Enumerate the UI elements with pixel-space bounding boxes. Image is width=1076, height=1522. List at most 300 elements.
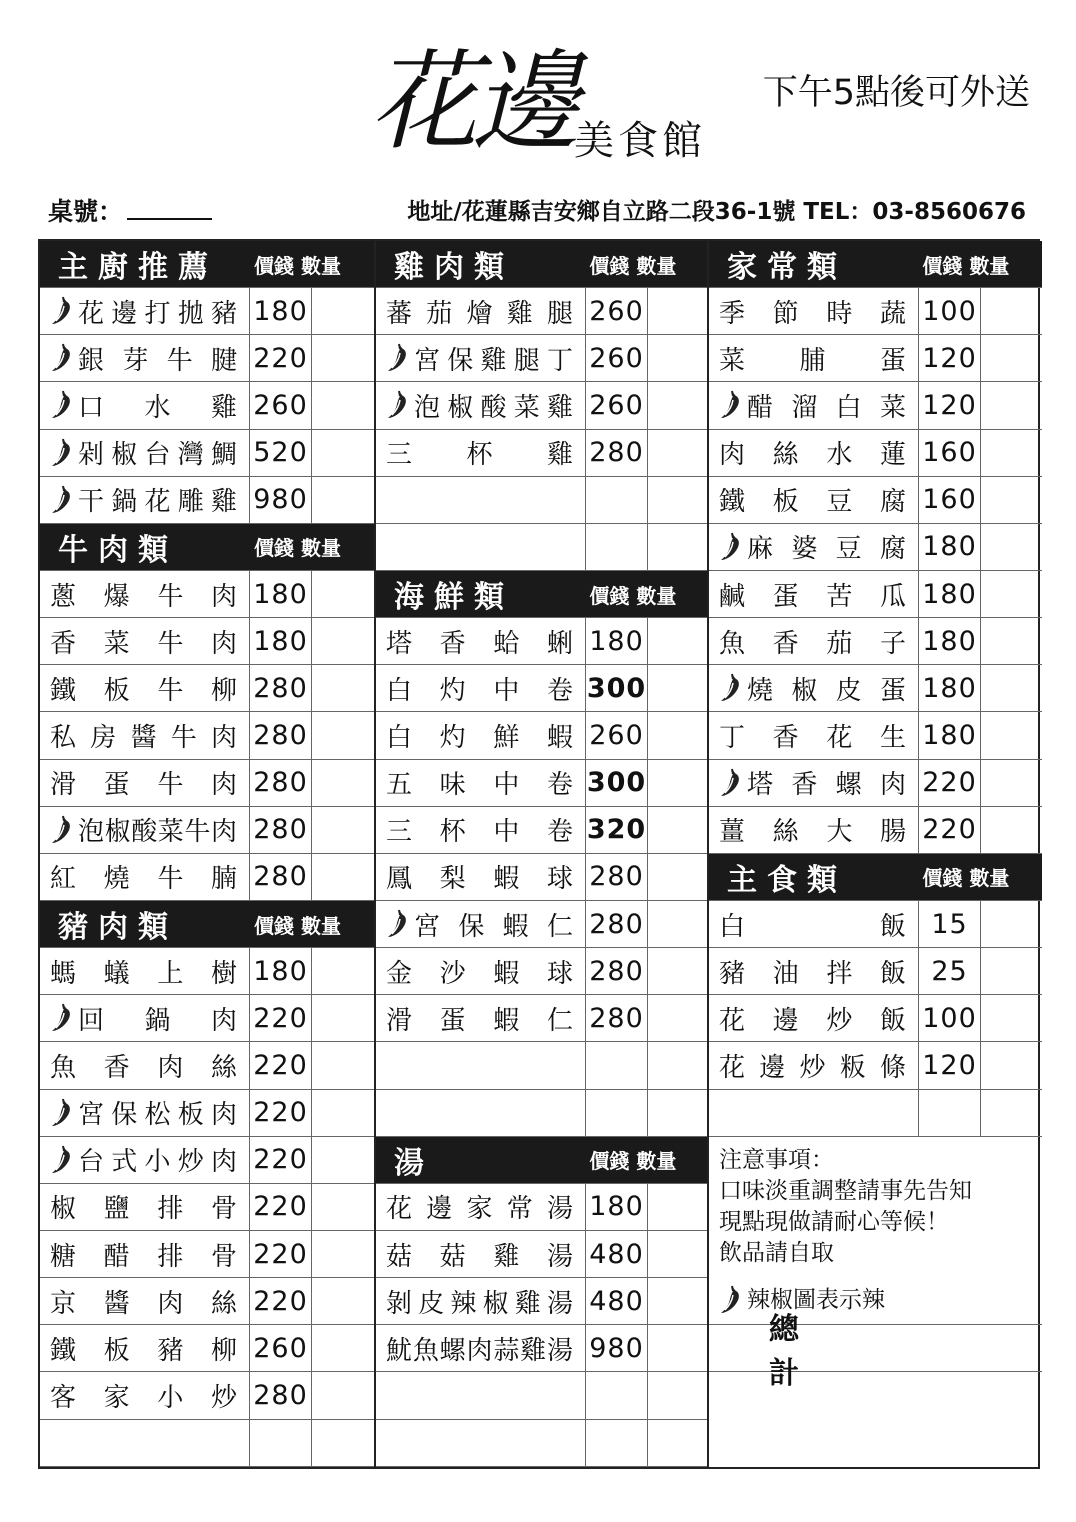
- dish-name-char: 鐵: [50, 1335, 77, 1366]
- dish-name-char: 松: [144, 1100, 171, 1131]
- menu-column-1: [40, 241, 374, 1467]
- dish-name-text: [386, 811, 573, 848]
- dish-name-char: 時: [826, 298, 853, 329]
- dish-name-char: 京: [50, 1288, 77, 1319]
- dish-name-char: 板: [103, 1335, 130, 1366]
- dish-name-char: 炒: [826, 1005, 853, 1036]
- dish-name-char: 爆: [103, 581, 130, 612]
- dish-name-text: [386, 1000, 573, 1037]
- dish-name-char: 牛: [184, 817, 211, 848]
- dish-name-char: 薑: [719, 817, 746, 848]
- dish-name-char: 牛: [166, 345, 193, 376]
- menu-item-row: [376, 1231, 709, 1278]
- dish-name: [376, 1090, 586, 1136]
- dish-name-char: 鍋: [144, 1005, 171, 1036]
- dish-name-char: 銀: [78, 345, 105, 376]
- quantity-cell[interactable]: [648, 807, 709, 853]
- category-header: [709, 241, 1042, 288]
- quantity-cell[interactable]: [981, 995, 1042, 1041]
- chili-pepper-icon: [50, 815, 72, 845]
- price-qty-header: 價錢 數量: [922, 253, 1010, 278]
- dish-price: 260: [586, 288, 648, 334]
- dish-name-char: 螞: [50, 958, 77, 989]
- quantity-cell[interactable]: [648, 1420, 709, 1466]
- dish-name-char: 金: [386, 958, 413, 989]
- menu-item-row: [40, 571, 374, 618]
- quantity-cell[interactable]: [648, 1090, 709, 1136]
- dish-name-char: 邊: [759, 1052, 786, 1083]
- quantity-cell[interactable]: [981, 430, 1042, 476]
- dish-name-char: 椒: [111, 440, 138, 471]
- dish-name-char: 魚: [719, 628, 746, 659]
- dish-name-char: 雞: [493, 1241, 520, 1272]
- dish-name-text: [78, 293, 237, 330]
- quantity-cell[interactable]: [648, 901, 709, 947]
- quantity-cell[interactable]: [312, 665, 374, 711]
- dish-name-char: 花: [78, 298, 105, 329]
- quantity-cell[interactable]: [648, 854, 709, 900]
- quantity-cell[interactable]: [312, 1372, 374, 1418]
- dish-name-text: [386, 1283, 573, 1320]
- dish-name-char: 魷: [386, 1335, 413, 1366]
- dish-name-char: 螺: [439, 1335, 466, 1366]
- dish-name-char: 豬: [157, 1335, 184, 1366]
- dish-name-char: 梨: [439, 864, 466, 895]
- dish-name-char: 雞: [546, 440, 573, 471]
- quantity-cell[interactable]: [312, 807, 374, 853]
- menu-item-row: [40, 618, 374, 665]
- menu-item-row: [376, 382, 709, 429]
- chili-pepper-icon: [50, 343, 72, 373]
- dish-name-text: [719, 953, 906, 990]
- dish-name-text: [719, 717, 906, 754]
- menu-item-row: [40, 335, 374, 382]
- quantity-cell[interactable]: [648, 665, 709, 711]
- dish-name-char: 雞: [546, 392, 573, 423]
- dish-name-char: 剝: [386, 1288, 413, 1319]
- dish-name-char: 花: [719, 1052, 746, 1083]
- quantity-cell[interactable]: [981, 571, 1042, 617]
- quantity-cell[interactable]: [648, 430, 709, 476]
- chili-pepper-icon: [386, 343, 408, 373]
- dish-name-char: 蝦: [493, 958, 520, 989]
- dish-price: 180: [250, 288, 312, 334]
- dish-name-char: 保: [111, 1100, 138, 1131]
- dish-name-char: 球: [546, 958, 573, 989]
- dish-price: 280: [250, 665, 312, 711]
- dish-name: [40, 618, 250, 664]
- dish-name-char: 式: [111, 1147, 138, 1178]
- dish-name: [709, 665, 919, 711]
- menu-item-row: [376, 712, 709, 759]
- dish-name-char: 花: [386, 1194, 413, 1225]
- dish-price: 220: [250, 1137, 312, 1183]
- dish-name: [709, 807, 919, 853]
- dish-name-char: 牛: [170, 722, 197, 753]
- dish-price: 100: [919, 995, 981, 1041]
- menu-item-row: [709, 288, 1042, 335]
- dish-name: [40, 382, 250, 428]
- dish-name: [40, 995, 250, 1041]
- dish-name-text: [719, 293, 906, 330]
- note-title: 注意事項：: [719, 1146, 834, 1173]
- dish-name-text: [50, 1377, 237, 1414]
- dish-name: [376, 901, 586, 947]
- menu-item-row: [709, 335, 1042, 382]
- dish-name-text: [386, 953, 573, 990]
- quantity-cell[interactable]: [648, 1231, 709, 1277]
- dish-name-char: 辣: [450, 1288, 477, 1319]
- quantity-cell[interactable]: [981, 335, 1042, 381]
- quantity-cell[interactable]: [312, 760, 374, 806]
- quantity-cell[interactable]: [312, 477, 374, 523]
- dish-name-char: 蛋: [772, 581, 799, 612]
- quantity-cell[interactable]: [312, 1325, 374, 1371]
- category-header: [40, 241, 374, 288]
- quantity-cell[interactable]: [648, 1325, 709, 1371]
- dish-name-char: 鍋: [111, 487, 138, 518]
- dish-name-char: 蔬: [879, 298, 906, 329]
- dish-name-char: 椒: [104, 817, 131, 848]
- dish-name: [376, 665, 586, 711]
- quantity-cell[interactable]: [648, 1278, 709, 1324]
- dish-name: [376, 1372, 586, 1418]
- dish-price: 280: [250, 712, 312, 758]
- dish-name: [40, 1278, 250, 1324]
- menu-column-3: [707, 241, 1042, 1467]
- dish-price: 260: [586, 382, 648, 428]
- dish-name: [709, 1042, 919, 1088]
- dish-price: 180: [919, 524, 981, 570]
- quantity-cell[interactable]: [312, 571, 374, 617]
- dish-name-char: 蝦: [493, 1005, 520, 1036]
- dish-name-char: 芽: [122, 345, 149, 376]
- chili-pepper-icon: [50, 1145, 72, 1175]
- dish-price: 220: [250, 1184, 312, 1230]
- dish-price: [586, 1420, 648, 1466]
- menu-item-row: [40, 1278, 374, 1325]
- menu-item-row: [709, 477, 1042, 524]
- dish-name-char: 椒: [50, 1194, 77, 1225]
- dish-name-char: 三: [386, 440, 413, 471]
- dish-name: [40, 477, 250, 523]
- dish-name-char: 房: [90, 722, 117, 753]
- dish-price: 280: [250, 854, 312, 900]
- dish-name-char: 肉: [210, 817, 237, 848]
- quantity-cell[interactable]: [981, 524, 1042, 570]
- dish-name-char: 杯: [439, 817, 466, 848]
- quantity-cell[interactable]: [981, 901, 1042, 947]
- note-line3: 飲品請自取: [719, 1239, 834, 1266]
- dish-name: [40, 712, 250, 758]
- dish-price: 280: [586, 948, 648, 994]
- dish-price: [586, 1090, 648, 1136]
- quantity-cell[interactable]: [312, 1278, 374, 1324]
- dish-name: [376, 430, 586, 476]
- dish-name-char: 滑: [50, 770, 77, 801]
- menu-item-row: [376, 854, 709, 901]
- dish-name-char: 螺: [835, 770, 862, 801]
- dish-name: [709, 477, 919, 523]
- quantity-cell[interactable]: [981, 665, 1042, 711]
- dish-name-char: 私: [50, 722, 77, 753]
- dish-name: [709, 901, 919, 947]
- dish-name: [40, 571, 250, 617]
- dish-name-text: [50, 1188, 237, 1225]
- dish-name: [709, 335, 919, 381]
- dish-name: [376, 760, 586, 806]
- quantity-cell[interactable]: [312, 1420, 374, 1466]
- price-qty-header: 價錢 數量: [922, 866, 1010, 891]
- price-qty-header: 價錢 數量: [254, 536, 341, 561]
- price-qty-header: 價錢 數量: [589, 1149, 677, 1174]
- menu-item-row: [709, 760, 1042, 807]
- quantity-cell[interactable]: [648, 712, 709, 758]
- dish-name-char: 鹹: [719, 581, 746, 612]
- dish-name: [709, 382, 919, 428]
- dish-name-char: 茄: [426, 298, 453, 329]
- dish-name-char: 拌: [826, 958, 853, 989]
- table-number-blank[interactable]: [127, 196, 212, 220]
- dish-name-char: 花: [719, 1005, 746, 1036]
- dish-price: 120: [919, 382, 981, 428]
- dish-name-text: [50, 576, 237, 613]
- quantity-cell[interactable]: [981, 477, 1042, 523]
- table-number-label: 桌號：: [48, 197, 124, 226]
- dish-name-text: [386, 1236, 573, 1273]
- dish-name-text: [50, 670, 237, 707]
- quantity-cell[interactable]: [981, 948, 1042, 994]
- dish-name-char: 肉: [210, 1147, 237, 1178]
- quantity-cell[interactable]: [312, 618, 374, 664]
- dish-name-char: 燒: [747, 675, 774, 706]
- menu-item-row: [376, 335, 709, 382]
- dish-name-char: 燴: [466, 298, 493, 329]
- quantity-cell[interactable]: [981, 382, 1042, 428]
- dish-name-char: 宮: [78, 1100, 105, 1131]
- quantity-cell[interactable]: [312, 288, 374, 334]
- quantity-cell[interactable]: [648, 1372, 709, 1418]
- dish-name-char: 蛋: [439, 1005, 466, 1036]
- dish-price: [586, 1042, 648, 1088]
- menu-item-row: [709, 901, 1042, 948]
- dish-name-char: 蜊: [546, 628, 573, 659]
- dish-name-text: [78, 1000, 237, 1037]
- dish-name-text: [78, 340, 237, 377]
- dish-name: [40, 948, 250, 994]
- dish-name-text: [50, 953, 237, 990]
- dish-price: 280: [586, 901, 648, 947]
- quantity-cell[interactable]: [981, 1090, 1042, 1136]
- dish-name-char: 菜: [719, 345, 746, 376]
- dish-name-char: 炒: [799, 1052, 826, 1083]
- dish-name-char: 家: [466, 1194, 493, 1225]
- dish-name: [40, 1231, 250, 1277]
- dish-name-char: 豬: [719, 958, 746, 989]
- quantity-cell[interactable]: [981, 618, 1042, 664]
- dish-name-char: 香: [103, 1052, 130, 1083]
- delivery-note: 下午5點後可外送: [762, 73, 1030, 113]
- quantity-cell[interactable]: [312, 430, 374, 476]
- dish-price: 260: [250, 1325, 312, 1371]
- quantity-cell[interactable]: [981, 712, 1042, 758]
- dish-name-char: 蝦: [546, 722, 573, 753]
- quantity-cell[interactable]: [312, 1042, 374, 1088]
- dish-name-char: 宮: [414, 911, 441, 942]
- dish-name-char: 鹽: [103, 1194, 130, 1225]
- dish-name-char: 雞: [480, 345, 507, 376]
- dish-name-char: 花: [826, 722, 853, 753]
- menu-item-row: [709, 948, 1042, 995]
- dish-name-char: 椒: [447, 392, 474, 423]
- dish-name-char: 肉: [157, 1288, 184, 1319]
- dish-name-char: 上: [157, 958, 184, 989]
- dish-name-char: 剁: [78, 440, 105, 471]
- quantity-cell[interactable]: [981, 807, 1042, 853]
- dish-name-char: 絲: [210, 1052, 237, 1083]
- quantity-cell[interactable]: [648, 948, 709, 994]
- dish-price: 220: [250, 1090, 312, 1136]
- dish-name-char: 蓮: [879, 440, 906, 471]
- chili-pepper-icon: [719, 390, 741, 420]
- menu-column-2: [374, 241, 709, 1467]
- menu-item-row: [40, 995, 374, 1042]
- quantity-cell[interactable]: [648, 524, 709, 570]
- dish-name-text: [414, 906, 573, 943]
- chili-pepper-icon: [50, 390, 72, 420]
- menu-item-row: [376, 618, 709, 665]
- dish-price: 160: [919, 430, 981, 476]
- dish-name: [376, 1420, 586, 1466]
- dish-price: 520: [250, 430, 312, 476]
- menu-item-row: [40, 382, 374, 429]
- dish-name-char: 鳳: [386, 864, 413, 895]
- dish-name-char: 腿: [513, 345, 540, 376]
- dish-name-text: [386, 623, 573, 660]
- dish-name-text: [386, 293, 573, 330]
- chili-pepper-icon: [386, 909, 408, 939]
- quantity-cell[interactable]: [648, 1042, 709, 1088]
- dish-name-char: 牛: [157, 675, 184, 706]
- dish-name-char: 三: [386, 817, 413, 848]
- total-label: 總 計: [709, 1325, 1042, 1372]
- dish-price: 180: [919, 712, 981, 758]
- dish-name-char: 醬: [103, 1288, 130, 1319]
- dish-name: [376, 477, 586, 523]
- quantity-cell[interactable]: [312, 712, 374, 758]
- dish-name-char: 灼: [439, 722, 466, 753]
- dish-name-text: [414, 340, 573, 377]
- dish-name: [376, 948, 586, 994]
- quantity-cell[interactable]: [981, 1042, 1042, 1088]
- category-header: [40, 524, 374, 571]
- dish-name-char: 飯: [879, 911, 906, 942]
- menu-item-row: [709, 712, 1042, 759]
- quantity-cell[interactable]: [648, 335, 709, 381]
- dish-price: 260: [586, 712, 648, 758]
- dish-name-char: 酸: [480, 392, 507, 423]
- dish-name-char: 卷: [546, 770, 573, 801]
- quantity-cell[interactable]: [312, 382, 374, 428]
- menu-item-row: [376, 1372, 709, 1419]
- dish-name-text: [386, 670, 573, 707]
- dish-name-text: [747, 387, 906, 424]
- quantity-cell[interactable]: [648, 618, 709, 664]
- chili-pepper-icon: [719, 532, 741, 562]
- menu-item-row: [376, 665, 709, 712]
- dish-name-text: [719, 811, 906, 848]
- dish-name-char: 丁: [719, 722, 746, 753]
- dish-name-char: 醋: [103, 1241, 130, 1272]
- quantity-cell[interactable]: [312, 995, 374, 1041]
- dish-price: 280: [586, 995, 648, 1041]
- dish-price: 160: [919, 477, 981, 523]
- dish-name-char: 中: [493, 675, 520, 706]
- table-number: [48, 196, 212, 228]
- chili-pepper-icon: [50, 296, 72, 326]
- quantity-cell[interactable]: [648, 1184, 709, 1230]
- dish-name-char: 蛋: [103, 770, 130, 801]
- menu-item-row: [40, 665, 374, 712]
- dish-name-char: 椒: [482, 1288, 509, 1319]
- dish-name-char: 糖: [50, 1241, 77, 1272]
- dish-price: 180: [919, 665, 981, 711]
- quantity-cell[interactable]: [981, 760, 1042, 806]
- dish-name-char: 節: [772, 298, 799, 329]
- quantity-cell[interactable]: [312, 1090, 374, 1136]
- dish-name-char: 客: [50, 1382, 77, 1413]
- dish-name-char: 雞: [210, 487, 237, 518]
- quantity-cell[interactable]: [648, 760, 709, 806]
- dish-name: [376, 995, 586, 1041]
- quantity-cell[interactable]: [312, 1137, 374, 1183]
- quantity-cell[interactable]: [648, 995, 709, 1041]
- menu-item-row: [376, 1042, 709, 1089]
- dish-name-char: 小: [157, 1382, 184, 1413]
- dish-name-char: 肉: [466, 1335, 493, 1366]
- dish-name-text: [386, 1330, 573, 1367]
- chili-pepper-icon: [50, 485, 72, 515]
- dish-price: 15: [919, 901, 981, 947]
- quantity-cell[interactable]: [648, 382, 709, 428]
- dish-name-char: 白: [835, 392, 862, 423]
- dish-name: [40, 1042, 250, 1088]
- quantity-cell[interactable]: [312, 1184, 374, 1230]
- dish-name: [376, 1278, 586, 1324]
- dish-name-char: 苦: [826, 581, 853, 612]
- dish-name-char: 牛: [157, 864, 184, 895]
- dish-name-char: 肉: [210, 1005, 237, 1036]
- menu-item-row: [709, 807, 1042, 854]
- price-qty-header: 價錢 數量: [254, 913, 341, 938]
- menu-item-row: [376, 1325, 709, 1372]
- dish-name-char: 宮: [414, 345, 441, 376]
- quantity-cell[interactable]: [312, 1231, 374, 1277]
- quantity-cell[interactable]: [312, 335, 374, 381]
- quantity-cell[interactable]: [312, 854, 374, 900]
- dish-price: 980: [586, 1325, 648, 1371]
- quantity-cell[interactable]: [981, 288, 1042, 334]
- dish-name-char: 香: [772, 628, 799, 659]
- menu-item-row: [376, 288, 709, 335]
- dish-name: [40, 854, 250, 900]
- dish-name-char: 牛: [157, 628, 184, 659]
- quantity-cell[interactable]: [648, 477, 709, 523]
- dish-name-text: [386, 1188, 573, 1225]
- quantity-cell[interactable]: [648, 288, 709, 334]
- dish-name-char: 蕃: [386, 298, 413, 329]
- quantity-cell[interactable]: [312, 948, 374, 994]
